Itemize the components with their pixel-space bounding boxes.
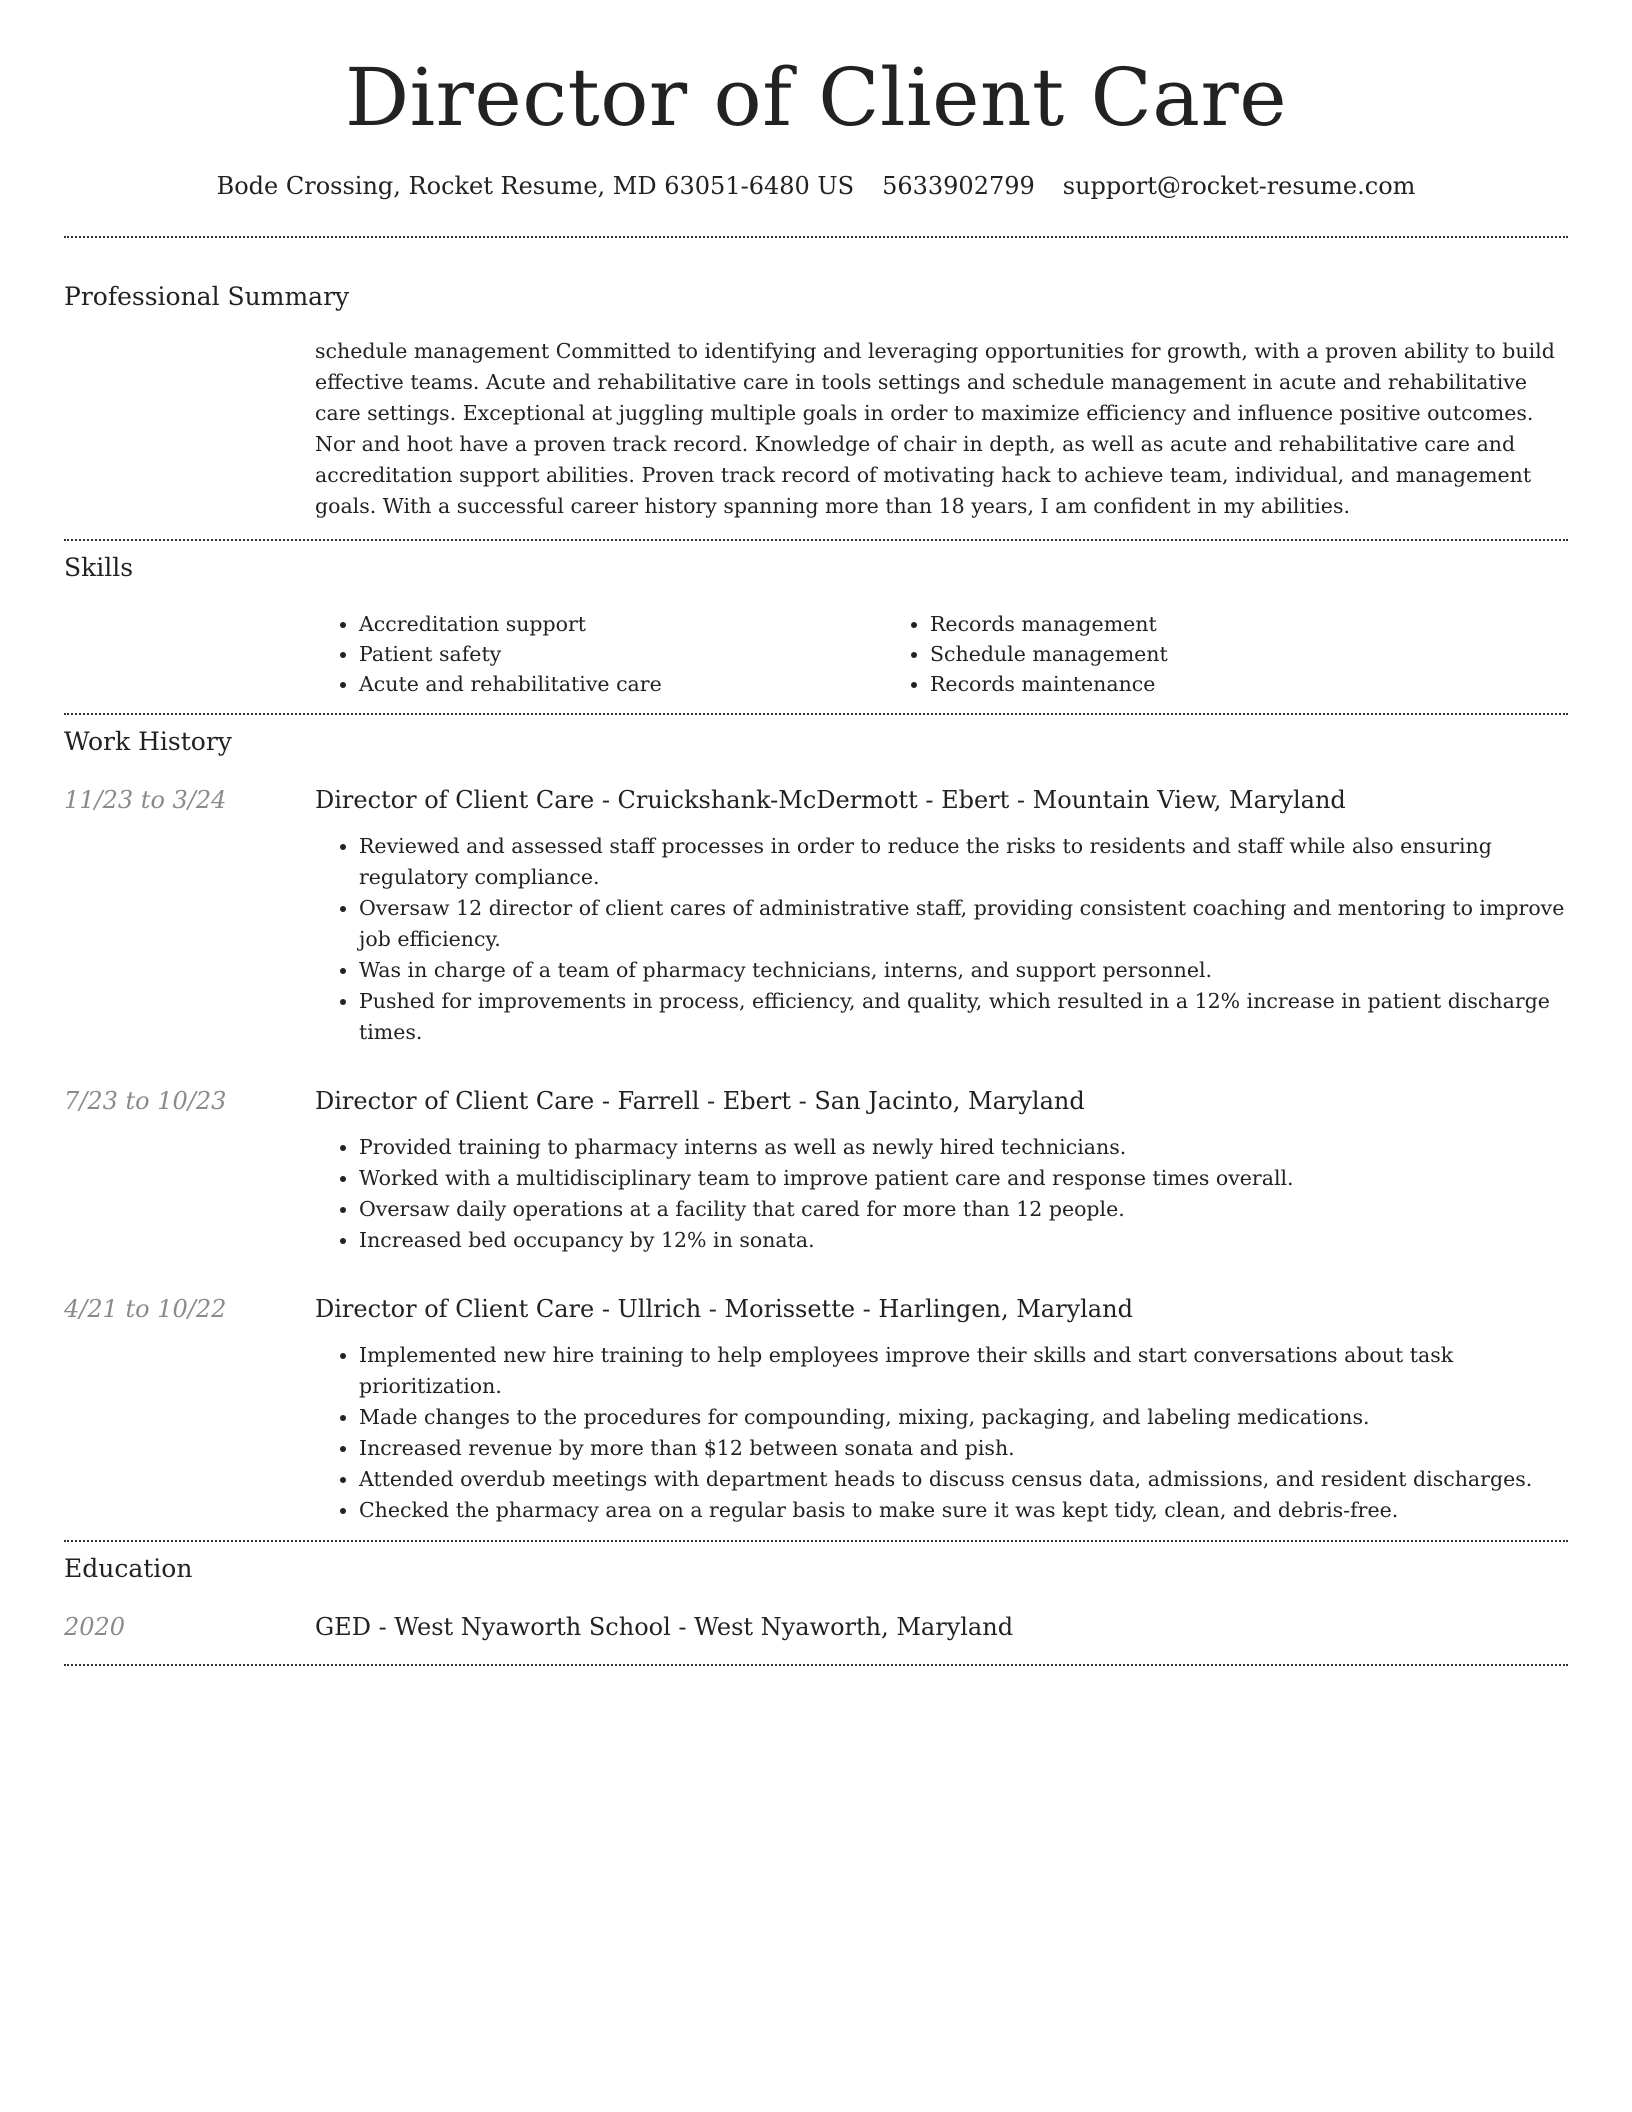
work-section-title: Work History: [64, 727, 232, 756]
job-bullets: [315, 1340, 1568, 1526]
job-bullets: [315, 831, 1568, 1048]
contact-address: Bode Crossing, Rocket Resume, MD 63051-6480 US: [216, 172, 855, 200]
job-bullet: • Increased bed occupancy by 12% in sonata.: [359, 1225, 1568, 1256]
skill-item: • Records management: [930, 609, 1457, 639]
education-section-title: Education: [64, 1554, 193, 1583]
skills-section-title: Skills: [64, 553, 134, 582]
divider: [64, 539, 1568, 541]
skills-list: [315, 609, 1568, 699]
work-history-list: [64, 785, 1568, 1526]
resume-name: Director of Client Care: [344, 51, 1288, 144]
job-date: 11/23 to 3/24: [64, 786, 227, 814]
job-body: [315, 785, 1568, 1048]
job-bullet: • Checked the pharmacy area on a regular basis to make sure it was kept tidy, clean, and debris-free.: [359, 1495, 1568, 1526]
divider: [64, 1664, 1568, 1666]
job-heading: Director of Client Care - Ullrich - Morissette - Harlingen, Maryland: [315, 1295, 1133, 1323]
job-body: [315, 1294, 1568, 1526]
job-bullet: • Oversaw 12 director of client cares of administrative staff, providing consistent coaching and mentoring to improve job efficiency.: [359, 893, 1568, 955]
contact-phone: 5633902799: [882, 172, 1035, 200]
skills-column-right: [886, 609, 1457, 699]
job-bullet: • Reviewed and assessed staff processes in order to reduce the risks to residents and staff while also ensuring regulatory compliance.: [359, 831, 1568, 893]
job-date: 4/21 to 10/22: [64, 1295, 227, 1323]
job-bullet: • Was in charge of a team of pharmacy technicians, interns, and support personnel.: [359, 955, 1568, 986]
education-text: GED - West Nyaworth School - West Nyaworth, Maryland: [315, 1613, 1014, 1641]
job-date: 7/23 to 10/23: [64, 1087, 227, 1115]
job-entry: [64, 1294, 1568, 1526]
job-entry: [64, 1086, 1568, 1256]
divider: [64, 713, 1568, 715]
education-date: 2020: [64, 1613, 126, 1641]
summary-section-title: Professional Summary: [64, 282, 350, 311]
skill-item: • Accreditation support: [359, 609, 886, 639]
job-heading: Director of Client Care - Farrell - Ebert - San Jacinto, Maryland: [315, 1087, 1085, 1115]
skill-item: • Acute and rehabilitative care: [359, 669, 886, 699]
education-entry: [64, 1612, 1568, 1642]
job-bullet: • Pushed for improvements in process, efficiency, and quality, which resulted in a 12% increase in patient discharge times.: [359, 986, 1568, 1048]
job-bullet: • Provided training to pharmacy interns as well as newly hired technicians.: [359, 1132, 1568, 1163]
job-bullet: • Increased revenue by more than $12 between sonata and pish.: [359, 1433, 1568, 1464]
summary-text: schedule management Committed to identifying and leveraging opportunities for growth, with a proven ability to build effective teams. Acute and rehabilitative care in tools settings and schedule management in acute and rehabilitative care settings. Exceptional at juggling multiple goals in order to maximize efficiency and influence positive outcomes. Nor and hoot have a proven track record. Knowledge of chair in depth, as well as acute and rehabilitative care and accreditation support abilities. Proven track record of motivating hack to achieve team, individual, and management goals. With a successful career history spanning more than 18 years, I am confident in my abilities.: [315, 339, 1555, 518]
job-bullet: • Attended overdub meetings with department heads to discuss census data, admissions, and resident discharges.: [359, 1464, 1568, 1495]
skill-item: • Patient safety: [359, 639, 886, 669]
job-heading: Director of Client Care - Cruickshank-McDermott - Ebert - Mountain View, Maryland: [315, 786, 1346, 814]
divider: [64, 1540, 1568, 1542]
job-bullet: • Oversaw daily operations at a facility that cared for more than 12 people.: [359, 1194, 1568, 1225]
job-body: [315, 1086, 1568, 1256]
job-bullet: • Worked with a multidisciplinary team to improve patient care and response times overall.: [359, 1163, 1568, 1194]
skills-column-left: [315, 609, 886, 699]
divider: [64, 236, 1568, 238]
contact-line: [64, 172, 1568, 200]
skill-item: • Records maintenance: [930, 669, 1457, 699]
resume-page: [64, 0, 1568, 1666]
job-bullet: • Made changes to the procedures for compounding, mixing, packaging, and labeling medications.: [359, 1402, 1568, 1433]
job-bullet: • Implemented new hire training to help employees improve their skills and start conversations about task prioritization.: [359, 1340, 1568, 1402]
job-entry: [64, 785, 1568, 1048]
contact-email: support@rocket-resume.com: [1062, 172, 1416, 200]
skill-item: • Schedule management: [930, 639, 1457, 669]
job-bullets: [315, 1132, 1568, 1256]
